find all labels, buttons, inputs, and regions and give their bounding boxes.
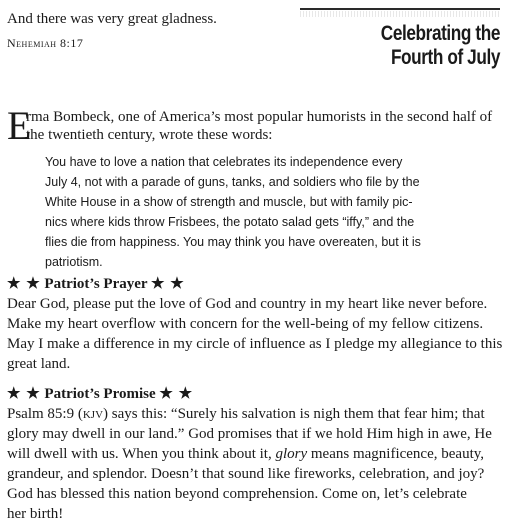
promise-line [7, 404, 507, 424]
quote-line: flies die from happiness. You may think you have overeaten, but it is [45, 235, 421, 249]
drop-cap: E [7, 103, 32, 148]
header-rule [300, 8, 500, 10]
star-icon: ★ ★ [151, 276, 185, 292]
chapter-title-line1: Celebrating the [380, 22, 500, 45]
emphasis-glory: glory [275, 446, 308, 462]
prayer-heading-text: Patriot’s Prayer [44, 276, 148, 292]
prayer-line: great land. [7, 356, 71, 372]
intro-paragraph [7, 103, 502, 148]
promise-text: means magnificence, beauty, [307, 446, 485, 462]
promise-line: glory may dwell in our land.” God promises that if we hold Him high in awe, He [7, 426, 492, 442]
promise-heading-text: Patriot’s Promise [44, 386, 156, 402]
epigraph-text: And there was very great gladness. [7, 11, 217, 27]
quote-line: White House in a show of strength and muscle, but with family pic- [45, 195, 413, 209]
intro-line: the twentieth century, wrote these words: [26, 127, 273, 143]
scripture-reference: Nehemiah 8:17 [7, 36, 84, 50]
star-icon: ★ ★ [159, 386, 194, 402]
star-icon: ★ ★ [7, 386, 41, 402]
prayer-line: Make my heart overflow with concern for the well-being of my fellow citizens. [7, 316, 484, 332]
header-texture [300, 11, 500, 17]
promise-heading [7, 384, 507, 404]
promise-text: ) says this: “Surely his salvation is nigh them that fear him; that [103, 406, 485, 422]
block-quote [45, 152, 507, 272]
prayer-line: Dear God, please put the love of God and country in my heart like never before. [7, 296, 488, 312]
promise-line [7, 444, 507, 464]
bible-version: kjv [82, 406, 104, 422]
prayer-line: May I make a difference in my circle of influence as I pledge my allegiance to this [7, 336, 503, 352]
promise-text: will dwell with us. When you think about it, [7, 446, 276, 462]
quote-line: patriotism. [45, 255, 103, 269]
chapter-header [300, 8, 500, 70]
promise-line: God has blessed this nation beyond comprehension. Come on, let’s celebrate [7, 486, 467, 502]
star-icon: ★ ★ [7, 276, 41, 292]
promise-section [7, 384, 507, 524]
promise-line: her birth! [7, 506, 64, 522]
promise-line: grandeur, and splendor. Doesn’t that sound like fireworks, celebration, and joy? [7, 466, 485, 482]
chapter-title-line2: Fourth of July [390, 46, 500, 69]
prayer-section [7, 274, 507, 374]
promise-text: Psalm 85:9 ( [7, 406, 83, 422]
intro-line: rma Bombeck, one of America’s most popular humorists in the second half of [26, 109, 493, 125]
quote-line: nics where kids throw Frisbees, the potato salad gets “iffy,” and the [45, 215, 415, 229]
quote-line: July 4, not with a parade of guns, tanks, and soldiers who file by the [45, 175, 420, 189]
prayer-heading [7, 274, 507, 294]
chapter-title [336, 22, 500, 70]
quote-line: You have to love a nation that celebrates its independence every [45, 155, 403, 169]
epigraph-block [7, 10, 217, 51]
